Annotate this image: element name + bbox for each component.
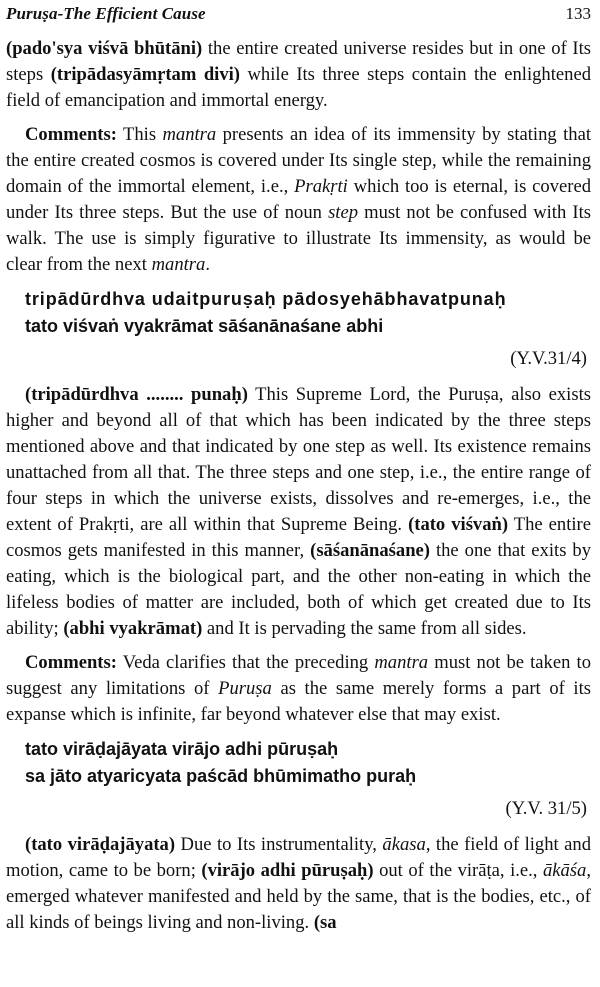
paragraph-text: the entire created universe resides but in one of Its steps: [6, 38, 592, 85]
comments-label: Comments:: [25, 124, 117, 145]
paragraph-text: This Supreme Lord, the Puruṣa, also exists higher and beyond all of that which has been indicated by the three steps mentioned above and that indicated by one step as well. Its existence remains unattached from all that. The three steps and one step, i.e., the entire range of four steps in which the universe exists, dissolves and re-emerges, i.e., the extent of Prakṛti, are all within that Supreme Being.: [6, 384, 591, 535]
italic-term: mantra: [162, 124, 217, 145]
paragraph-text: and It is pervading the same from all sides.: [202, 618, 527, 639]
paragraph-text: , emerged whatever manifested and held by the same, that is the bodies, etc., of all kinds of beings living and non-living.: [6, 860, 591, 933]
italic-term: step: [328, 202, 359, 223]
paragraph-translation-3: [6, 832, 591, 936]
verse-reference: (Y.V.31/4): [510, 348, 587, 369]
verse-block-1: [25, 286, 591, 340]
paragraph-text: Due to Its instrumentality,: [175, 834, 383, 855]
paragraph-text: presents an idea of its immensity by stating that the entire created cosmos is covered under Its single step, while the remaining domain of the immortal element, i.e.,: [6, 124, 591, 197]
comments-label: Comments:: [25, 652, 117, 673]
chapter-title: Puruṣa-The Efficient Cause: [6, 4, 206, 23]
page-number: 133: [565, 4, 591, 23]
paragraph-text: which too is eternal, is covered under Its three steps. But the use of noun: [6, 176, 591, 223]
paragraph-text: This: [116, 124, 163, 145]
verse-reference: (Y.V. 31/5): [505, 798, 587, 819]
sanskrit-term: (tato virāḍajāyata): [25, 834, 176, 855]
paragraph-comments-2: [6, 650, 591, 728]
italic-term: mantra: [374, 652, 429, 673]
paragraph-text: .: [205, 254, 210, 275]
paragraph-text: out of the virāṭa, i.e.,: [373, 860, 543, 881]
paragraph-text: The entire cosmos gets manifested in this manner,: [6, 514, 591, 561]
sanskrit-term: (abhi vyakrāmat): [63, 618, 203, 639]
verse-line: sa jāto atyaricyata paścād bhūmimatho puraḥ: [25, 766, 417, 786]
italic-term: ākāśa: [542, 860, 587, 881]
paragraph-text: Veda clarifies that the preceding: [116, 652, 375, 673]
sanskrit-term: (tato viśvaṅ): [408, 514, 509, 535]
paragraph-text: while Its three steps contain the enlightened field of emancipation and immortal energy.: [6, 64, 591, 111]
paragraph-text: the one that exits by eating, which is the biological part, and the other non-eating in which the lifeless bodies of matter are included, both of which get created due to Its ability;: [6, 540, 591, 639]
italic-term: Puruṣa: [218, 678, 272, 699]
paragraph-text: must not be confused with Its walk. The use is simply figurative to illustrate Its immensity, as would be clear from the next: [6, 202, 591, 275]
italic-term: mantra: [151, 254, 206, 275]
paragraph-translation-2: [6, 382, 591, 642]
sanskrit-term: (sa: [313, 912, 337, 933]
running-header: [6, 3, 591, 25]
verse-line: tripādūrdhva udaitpuruṣaḥ pādosyehābhavatpunaḥ: [25, 289, 507, 309]
verse-block-2: [25, 736, 591, 790]
sanskrit-term: (sāśanānaśane): [310, 540, 430, 561]
paragraph-text: must not be taken to suggest any limitations of: [6, 652, 592, 699]
verse-line: tato virāḍajāyata virājo adhi pūruṣaḥ: [25, 739, 339, 759]
sanskrit-term: (tripādasyāmṛtam divi): [50, 64, 240, 85]
paragraph-text: , the field of light and motion, came to be born;: [6, 834, 591, 881]
verse-line: tato viśvaṅ vyakrāmat sāśanānaśane abhi: [25, 316, 384, 336]
sanskrit-term: (tripādūrdhva ........ punaḥ): [25, 384, 248, 405]
italic-term: ākasa: [382, 834, 426, 855]
paragraph-comments-1: [6, 122, 591, 278]
sanskrit-term: (pado'sya viśvā bhūtāni): [6, 38, 203, 59]
paragraph-translation-1: [6, 36, 591, 114]
sanskrit-term: (virājo adhi pūruṣaḥ): [201, 860, 374, 881]
italic-term: Prakṛti: [294, 176, 348, 197]
paragraph-text: as the same merely forms a part of its expanse which is infinite, far beyond whatever else that may exist.: [6, 678, 591, 725]
